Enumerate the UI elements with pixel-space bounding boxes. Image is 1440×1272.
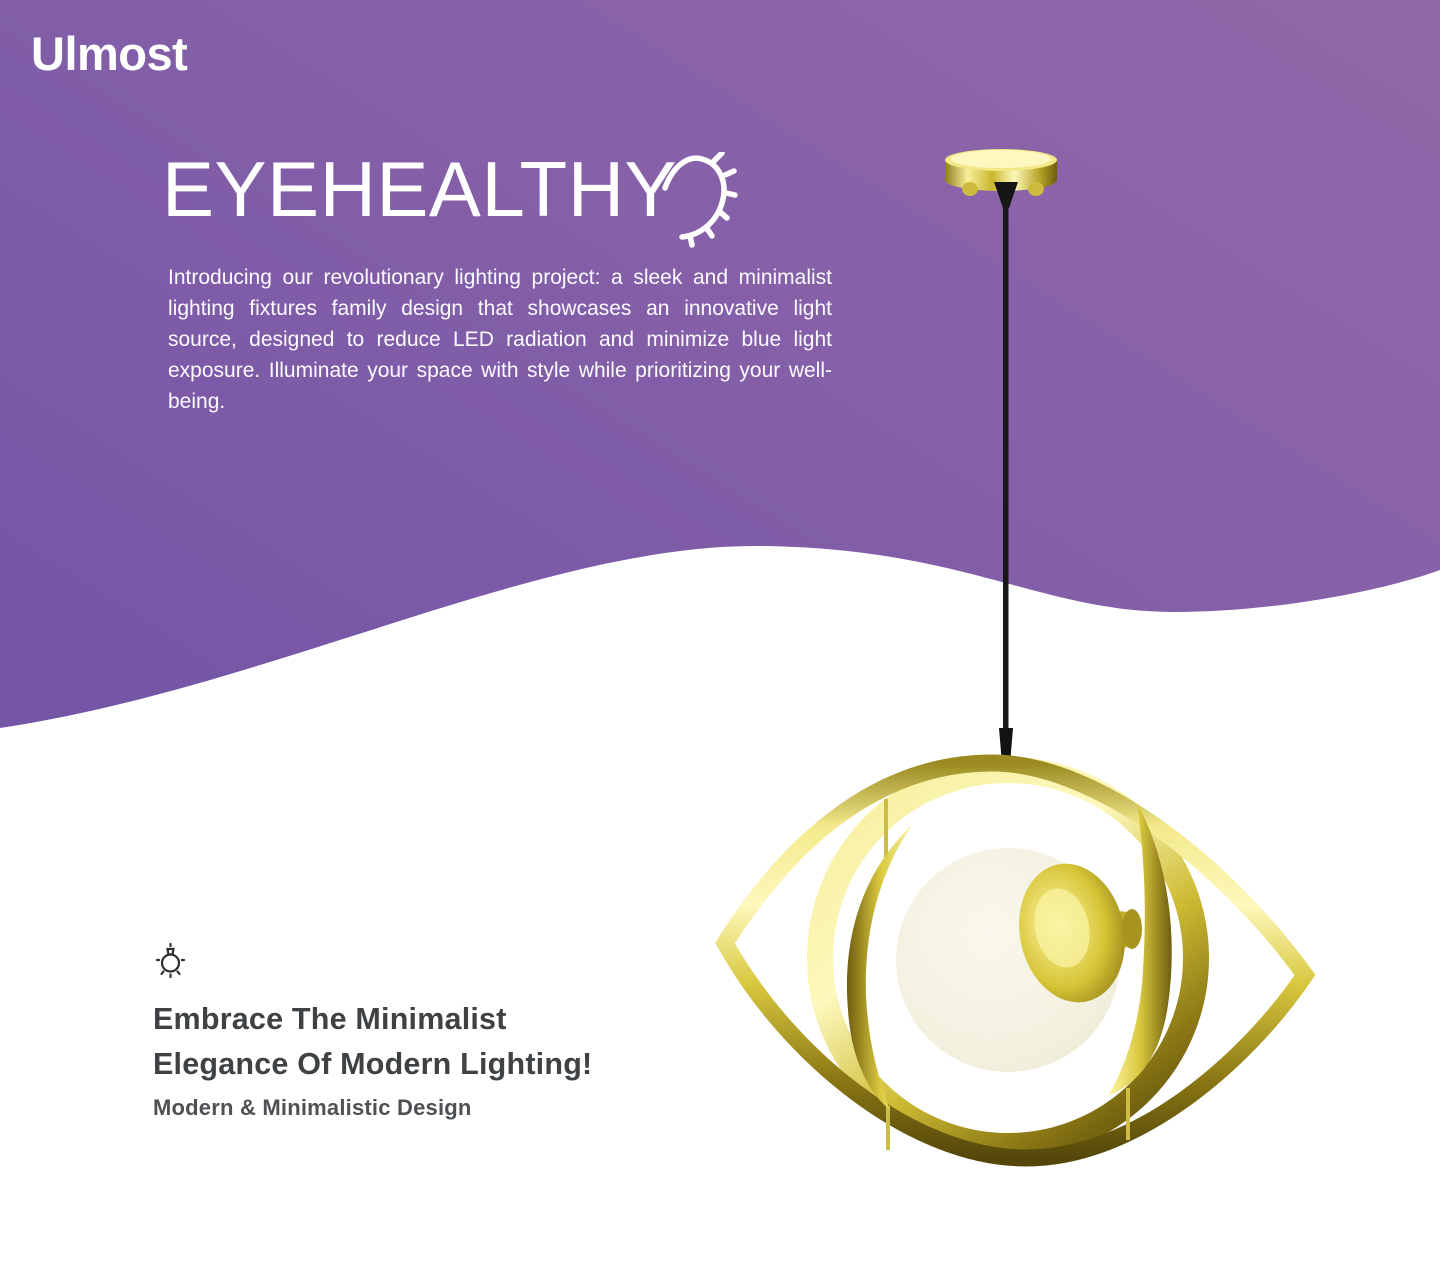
page-title: EYEHEALTHY: [162, 145, 678, 233]
hero-title-row: [162, 145, 741, 248]
closed-eye-with-lashes-icon: [661, 152, 741, 248]
hero-description: Introducing our revolutionary lighting project: a sleek and minimalist lighting fixtures family design that showcases an innovative light source, designed to reduce LED radiation and minimize blue light exposure. Illuminate your space with style while prioritizing your well-being.: [168, 266, 832, 413]
outer-eye-frame: [725, 763, 1305, 1158]
feature-block: [151, 942, 671, 1121]
left-eyelash-blade: [847, 824, 913, 1110]
feature-heading: [153, 997, 671, 1086]
feature-heading-line: Embrace The Minimalist: [153, 1002, 507, 1036]
lightbulb-sparkle-icon: [153, 942, 189, 984]
right-eyelash-blade: [1108, 803, 1172, 1096]
feature-heading-line: Elegance Of Modern Lighting!: [153, 1046, 593, 1081]
brand-logo: Ulmost: [31, 27, 188, 80]
inner-ring: [820, 770, 1196, 1146]
gold-knob: [1007, 854, 1142, 1013]
feature-subheading: Modern & Minimalistic Design: [153, 1095, 472, 1120]
light-globe: [896, 848, 1120, 1072]
eye-fixture: [725, 763, 1305, 1158]
